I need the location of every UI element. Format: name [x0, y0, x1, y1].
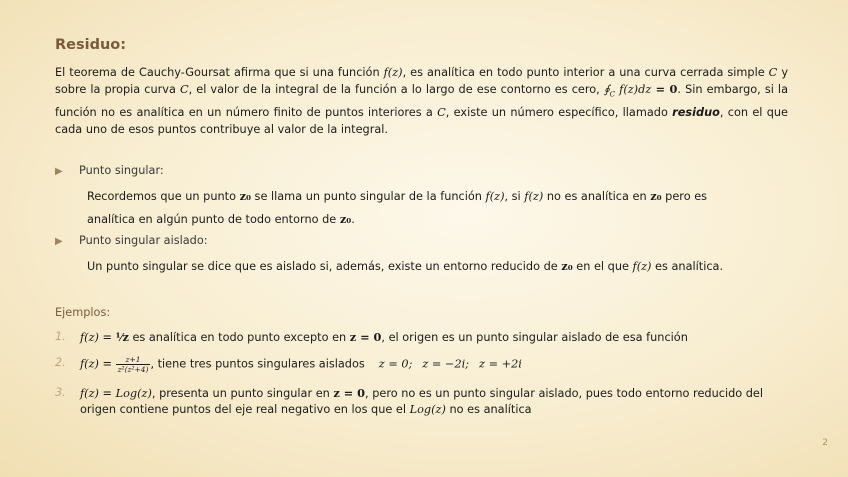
examples-title: Ejemplos: [55, 306, 111, 319]
math-z0: z₀ [339, 212, 352, 226]
intro-text: El teorema de Cauchy-Goursat afirma que si una función [55, 66, 384, 79]
math-fz: f(z) [632, 260, 652, 273]
intro-text: y sobre la propia curva [55, 66, 789, 97]
text: no es analítica en [543, 190, 651, 203]
text: Recordemos que un punto [87, 190, 240, 203]
bullet-arrow-icon: ▶ [55, 166, 63, 177]
intro-text: , existe un número específico, llamado [445, 105, 673, 119]
example-2 [55, 355, 790, 374]
text: es analítica. [651, 260, 724, 273]
intro-paragraph [55, 64, 788, 138]
math-log: Log(z) [115, 387, 152, 400]
math-eq-zero: = 0 [651, 82, 678, 97]
singular-point: z = −2i; [422, 357, 470, 371]
bullet-title: Punto singular: [79, 164, 164, 177]
text: no es analítica [445, 403, 532, 416]
math-fz: f(z) [80, 331, 99, 344]
intro-text: , el valor de la integral de la función a lo largo de ese contorno es cero, [188, 83, 604, 97]
singular-point: z = 0; [378, 357, 413, 371]
math-fz: f(z) [80, 387, 99, 400]
example-number: 3. [55, 386, 66, 399]
math-z0: z₀ [561, 259, 573, 273]
text: pero es [661, 190, 708, 203]
intro-text: , con el que cada uno de esos puntos contribuye al valor de la integral. [55, 105, 788, 136]
text: es analítica en todo punto excepto en [128, 331, 350, 344]
text: Un punto singular se dice que es aislado si, además, existe un entorno reducido de [87, 260, 562, 273]
intro-text: , es analítica en todo punto interior a una curva cerrada simple [402, 66, 769, 79]
math-fz: f(z) [80, 357, 99, 371]
text: en el que [572, 260, 633, 273]
bullet-punto-singular-text [87, 185, 707, 231]
math-log: Log(z) [409, 403, 446, 416]
contour-integral [603, 83, 652, 99]
example-number: 1. [55, 330, 66, 343]
fraction-numerator: z+1 [116, 355, 151, 365]
math-condition: z = 0 [333, 386, 366, 400]
text: , si [504, 190, 525, 203]
text: , el origen es un punto singular aislado de esa función [381, 331, 688, 344]
text: se llama un punto singular de la función [250, 190, 486, 203]
math-z0: z₀ [650, 189, 662, 203]
math-fraction [116, 355, 151, 374]
example-number: 2. [55, 356, 66, 369]
math-eq: = [98, 357, 116, 371]
contour-integral-symbol: ∮ [603, 83, 610, 97]
example-3 [55, 385, 790, 418]
intro-text: . Sin embargo, si la función no es analítica en un número finito de puntos interiores a [55, 83, 788, 119]
text: , tiene tres puntos singulares aislados [150, 357, 365, 371]
math-eq: = [98, 331, 116, 344]
page-number: 2 [822, 438, 828, 448]
math-condition: z = 0 [349, 330, 382, 344]
slide-title: Residuo: [55, 37, 127, 53]
bullet-punto-singular [55, 164, 164, 177]
math-z0: z₀ [239, 189, 251, 203]
math-eq: = [98, 387, 116, 400]
math-c: C [437, 105, 446, 119]
text: , pero no es un punto singular aislado, pues todo entorno reducido del origen contiene puntos del eje real negativo en los que el [80, 387, 764, 416]
singular-point: z = +2i [479, 357, 522, 371]
integrand: f(z)dz [615, 83, 652, 97]
fraction-denominator: z²(z²+4) [117, 365, 149, 374]
math-c: C [179, 83, 189, 97]
contour-integral-sub: C [609, 90, 616, 99]
math-fz: f(z) [485, 190, 505, 203]
math-one-over-z: ¹⁄z [115, 330, 129, 344]
math-fz: f(z) [524, 190, 544, 203]
text: , presenta un punto singular en [151, 387, 334, 400]
math-c: C [768, 66, 778, 79]
example-1 [55, 329, 790, 346]
bullet-punto-singular-aislado [55, 234, 208, 247]
text: . [351, 213, 355, 226]
bullet-punto-singular-aislado-text [87, 255, 723, 278]
bullet-arrow-icon: ▶ [55, 236, 63, 247]
bullet-title: Punto singular aislado: [79, 234, 208, 247]
math-fz: f(z) [383, 66, 403, 79]
text: analítica en algún punto de todo entorno de [87, 213, 340, 226]
term-residuo: residuo [672, 105, 720, 119]
